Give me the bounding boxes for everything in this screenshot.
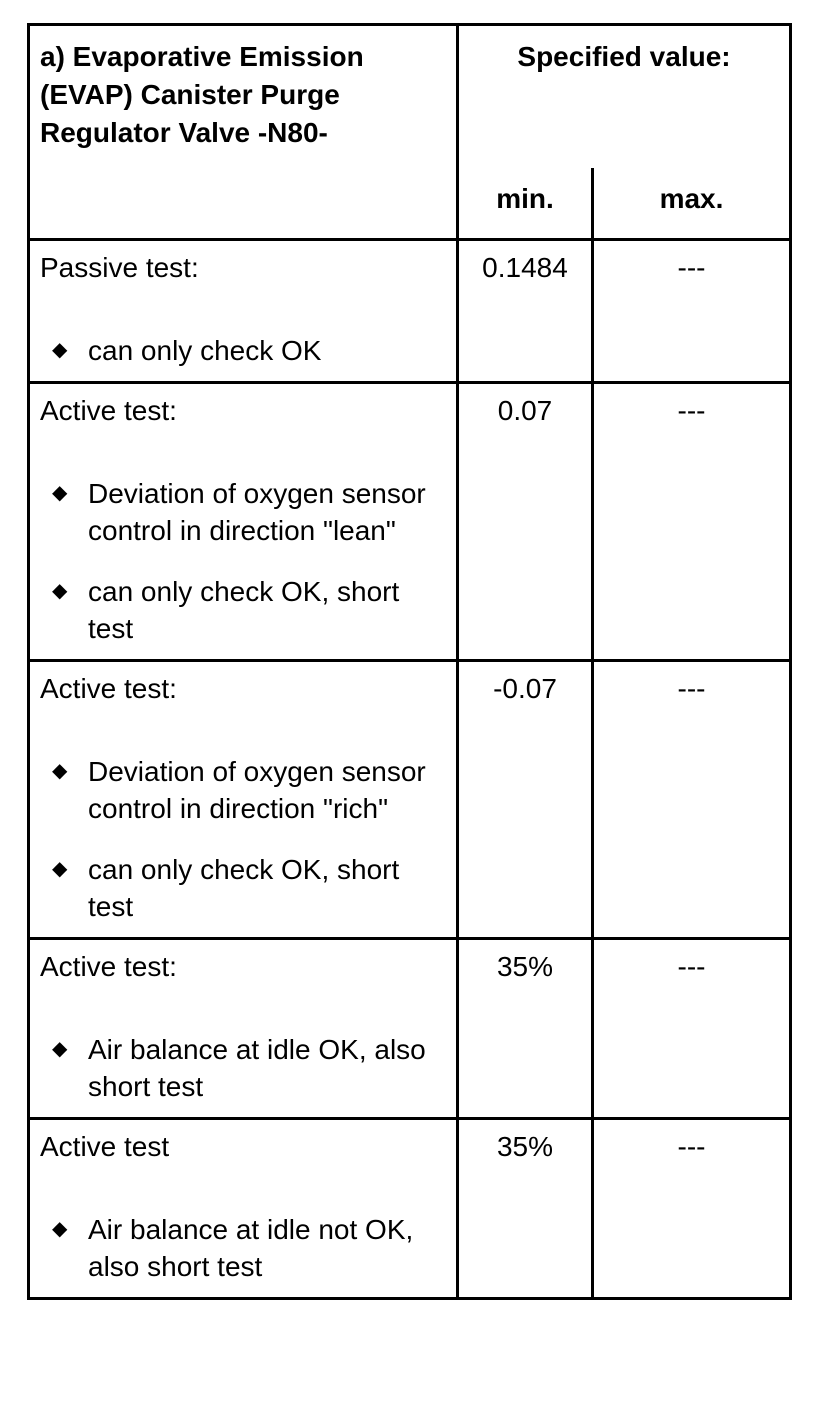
- bullet-text: Air balance at idle not OK, also short test: [88, 1214, 414, 1282]
- diamond-bullet-icon: ◆: [52, 482, 68, 504]
- list-item: [52, 1031, 446, 1105]
- min-value: 0.1484: [458, 240, 593, 383]
- max-value: ---: [593, 661, 791, 939]
- specified-value-heading: Specified value:: [458, 25, 791, 169]
- diamond-bullet-icon: ◆: [52, 580, 68, 602]
- component-title: a) Evaporative Emission (EVAP) Canister Purge Regulator Valve -N80-: [29, 25, 458, 169]
- diamond-bullet-icon: ◆: [52, 1218, 68, 1240]
- specification-table: [27, 23, 792, 1300]
- list-item: [52, 851, 446, 925]
- max-value: ---: [593, 240, 791, 383]
- test-label: Passive test:: [40, 252, 199, 283]
- test-description-cell: [29, 240, 458, 383]
- max-heading: max.: [593, 168, 791, 240]
- bullet-text: can only check OK, short test: [88, 854, 400, 922]
- min-value: 0.07: [458, 383, 593, 661]
- test-description-cell: [29, 939, 458, 1119]
- subheader-blank-cell: [29, 168, 458, 240]
- subheader-row: [29, 168, 791, 240]
- bullet-text: Deviation of oxygen sensor control in direction "rich": [88, 756, 426, 824]
- list-item: [52, 332, 446, 369]
- min-value: -0.07: [458, 661, 593, 939]
- table-row: [29, 1119, 791, 1299]
- diamond-bullet-icon: ◆: [52, 858, 68, 880]
- list-item: [52, 753, 446, 827]
- min-value: 35%: [458, 1119, 593, 1299]
- diamond-bullet-icon: ◆: [52, 1038, 68, 1060]
- bullet-text: can only check OK, short test: [88, 576, 400, 644]
- test-label: Active test:: [40, 395, 177, 426]
- table-row: [29, 240, 791, 383]
- max-value: ---: [593, 1119, 791, 1299]
- max-value: ---: [593, 939, 791, 1119]
- list-item: [52, 573, 446, 647]
- bullet-text: Air balance at idle OK, also short test: [88, 1034, 426, 1102]
- diamond-bullet-icon: ◆: [52, 339, 68, 361]
- table-row: [29, 383, 791, 661]
- test-label: Active test:: [40, 673, 177, 704]
- test-description-cell: [29, 661, 458, 939]
- diamond-bullet-icon: ◆: [52, 760, 68, 782]
- list-item: [52, 1211, 446, 1285]
- bullet-text: Deviation of oxygen sensor control in direction "lean": [88, 478, 426, 546]
- test-label: Active test: [40, 1131, 170, 1162]
- bullet-text: can only check OK: [88, 335, 322, 366]
- min-heading: min.: [458, 168, 593, 240]
- test-description-cell: [29, 383, 458, 661]
- list-item: [52, 475, 446, 549]
- min-value: 35%: [458, 939, 593, 1119]
- header-row: [29, 25, 791, 169]
- max-value: ---: [593, 383, 791, 661]
- table-row: [29, 661, 791, 939]
- test-description-cell: [29, 1119, 458, 1299]
- test-label: Active test:: [40, 951, 177, 982]
- table-row: [29, 939, 791, 1119]
